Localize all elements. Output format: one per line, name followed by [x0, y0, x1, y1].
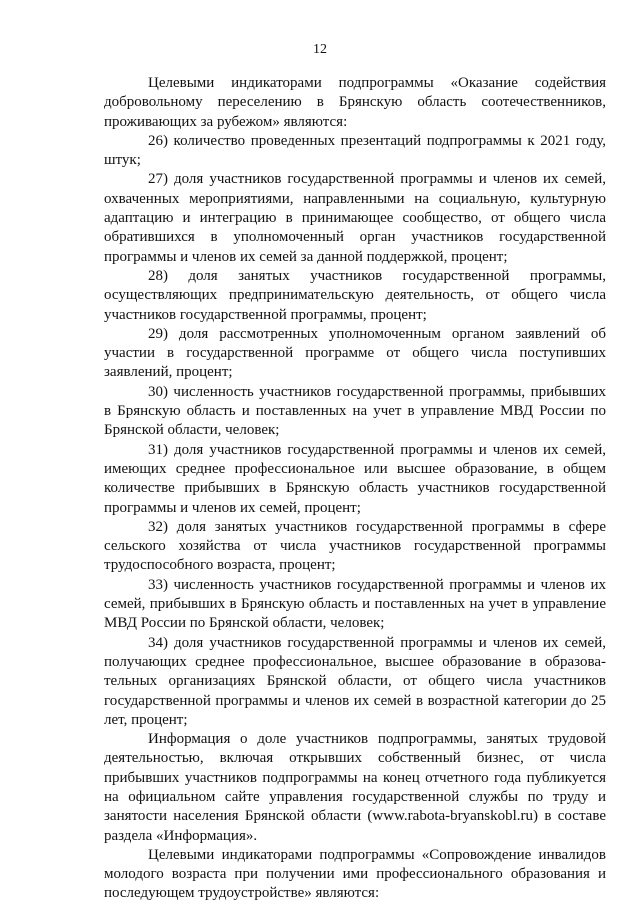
paragraph-indicator-28: 28) доля занятых участников государственной программы, осуществляющих предпринимательскую деятельность, от общего числа участников государственной программы, процент;: [104, 267, 606, 323]
document-body: [104, 74, 606, 904]
paragraph-intro-resettlement: Целевыми индикаторами подпрограммы «Оказание содействия добровольному переселению в Брянскую область соотечественников, проживающих за рубежом» являются:: [104, 75, 606, 130]
paragraph-indicator-26: 26) количество проведенных презентаций подпрограммы к 2021 году, штук;: [104, 132, 606, 169]
paragraph-indicator-34: 34) доля участников государственной программы и членов их семей, получающих среднее профессиональное, высшее образование в образовательных организациях Брянской области, от общего числа участников государственной программы и членов их семей в возрастной категории до 25 лет, процент;: [104, 634, 606, 728]
paragraph-indicator-30: 30) численность участников государственной программы, прибывших в Брянскую область и поставленных на учет в управление МВД России по Брянской области, человек;: [104, 383, 606, 439]
paragraph-indicator-27: 27) доля участников государственной программы и членов их семей, охваченных мероприятиями, направленными на социальную, культурную адаптацию и интеграцию в принимающее сообщество, от общего числа обратившихся в уполномоченный орган участников государственной программы и членов их семей за данной поддержкой, процент;: [104, 171, 606, 265]
paragraph-indicator-31: 31) доля участников государственной программы и членов их семей, имеющих среднее профессиональное или высшее образование, в общем количестве прибывших в Брянскую область участников государственной программы и членов их семей, процент;: [104, 441, 606, 516]
page-number: 12: [313, 42, 327, 57]
paragraph-indicator-33: 33) численность участников государственной программы и членов их семей, прибывших в Брянскую область и поставленных на учет в управление МВД России по Брянской области, человек;: [104, 576, 606, 632]
paragraph-indicator-32: 32) доля занятых участников государственной программы в сфере сельского хозяйства от числа участников государственной программы трудоспособного возраста, процент;: [104, 518, 606, 574]
paragraph-information-publication: Информация о доле участников подпрограммы, занятых трудовой деятельностью, включая открывших собственный бизнес, от числа прибывших участников подпрограммы на конец отчетного года публикуется на официальном сайте управления государственной службы по труду и занятости населения Брянской области (www.rabota-bryanskobl.ru) в составе раздела «Информация».: [104, 731, 606, 844]
paragraph-indicator-29: 29) доля рассмотренных уполномоченным органом заявлений об участии в государственной программе от общего числа поступивших заявлений, процент;: [104, 325, 606, 381]
paragraph-intro-disabled-youth: Целевыми индикаторами подпрограммы «Сопровождение инвалидов молодого возраста при получении ими профессионального образования и последующем трудоустройстве» являются:: [104, 846, 606, 902]
